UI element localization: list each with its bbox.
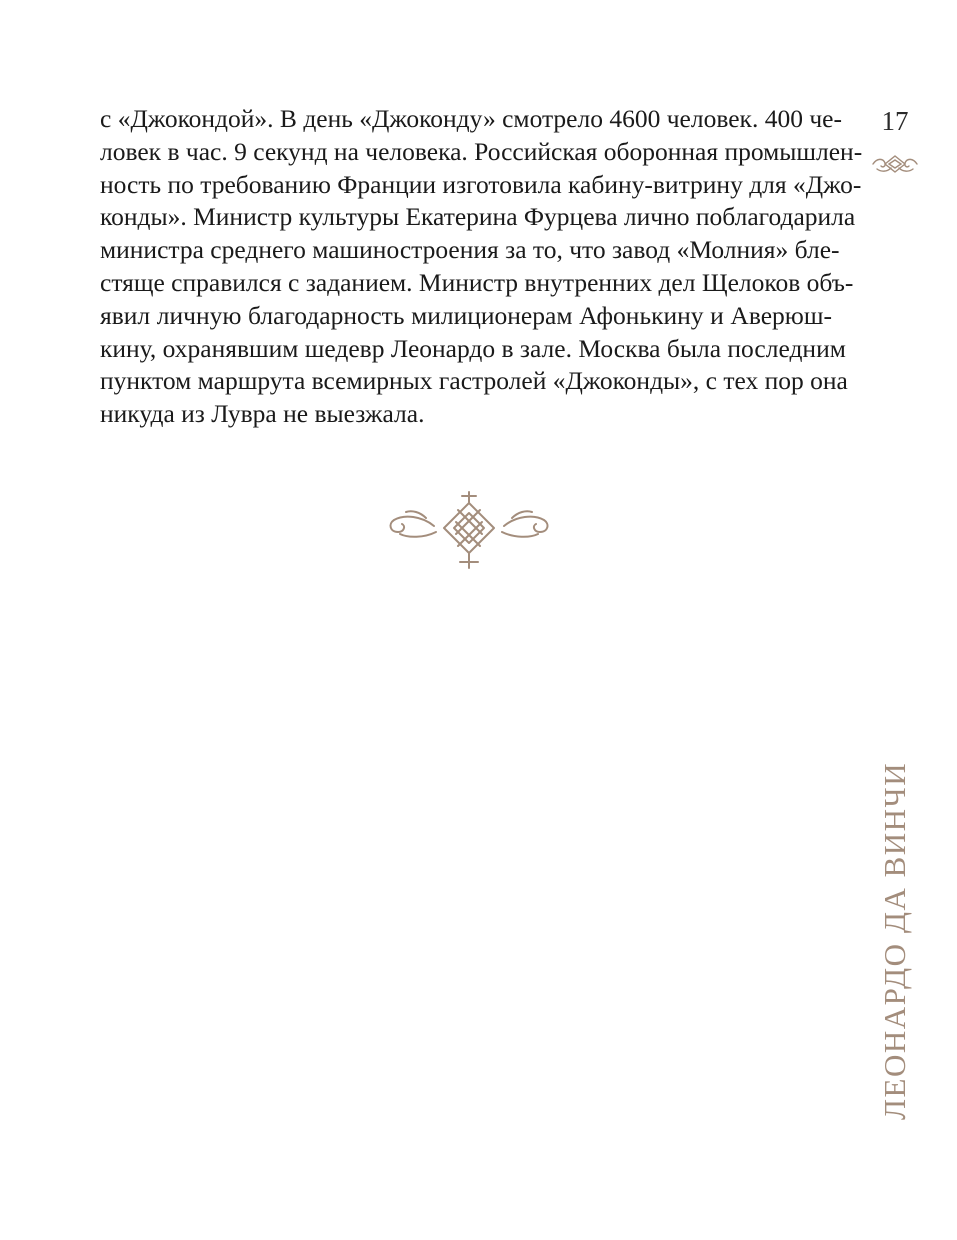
body-text — [100, 103, 863, 431]
running-title: ЛЕОНАРДО ДА ВИНЧИ — [877, 761, 912, 1120]
text-line: явил личную благодарность милиционерам Афонькину и Аверюш- — [100, 300, 832, 330]
text-line: стяще справился с заданием. Министр внутренних дел Щелоков объ- — [100, 267, 854, 297]
text-line: ность по требованию Франции изготовила кабину-витрину для «Джо- — [100, 169, 862, 199]
text-line: никуда из Лувра не выезжала. — [100, 399, 425, 429]
page-number: 17 — [881, 106, 909, 136]
text-line: министра среднего машиностроения за то, что завод «Молния» бле- — [100, 235, 840, 265]
text-line: с «Джокондой». В день «Джоконду» смотрело 4600 человек. 400 че- — [100, 104, 842, 133]
text-line: конды». Министр культуры Екатерина Фурцева лично поблагодарила — [100, 202, 856, 232]
text-line: кину, охранявшим шедевр Леонардо в зале. Москва была последним — [100, 333, 846, 363]
flourish-small-icon — [871, 150, 919, 178]
text-line: ловек в час. 9 секунд на человека. Российская оборонная промышлен- — [100, 136, 863, 166]
knot-flourish-icon — [386, 488, 552, 572]
text-line: пунктом маршрута всемирных гастролей «Джоконды», с тех пор она — [100, 366, 848, 396]
